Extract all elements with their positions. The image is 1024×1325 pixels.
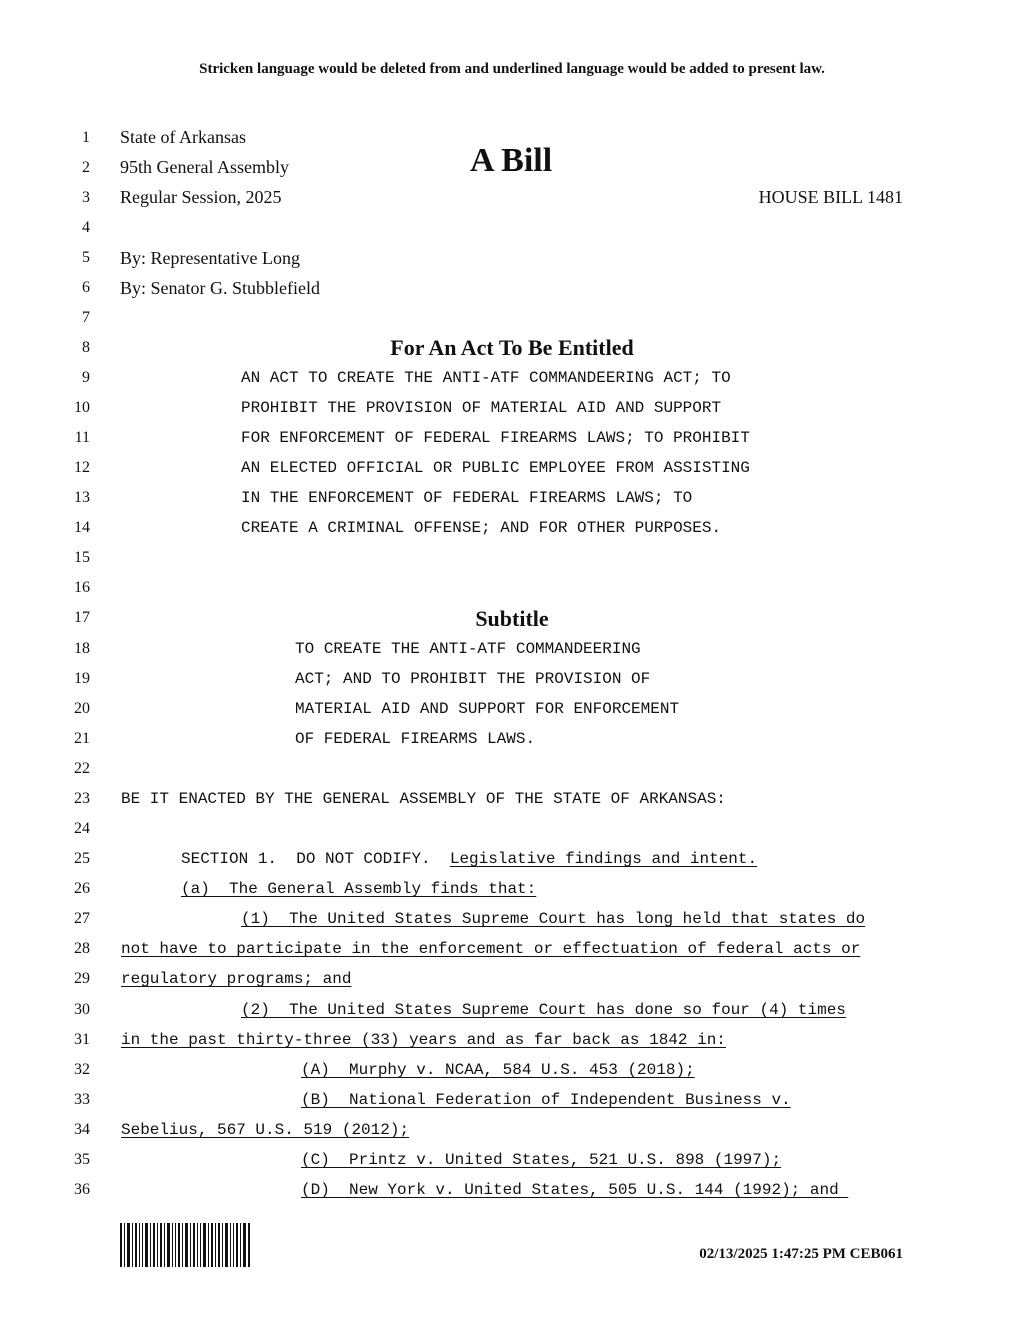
case-a: (A) Murphy v. NCAA, 584 U.S. 453 (2018); [301, 1061, 695, 1079]
line-number: 4 [82, 219, 90, 236]
title-line: PROHIBIT THE PROVISION OF MATERIAL AID AND SUPPORT [241, 399, 722, 417]
section-heading [181, 850, 757, 868]
line-number: 8 [82, 339, 90, 356]
title-line: IN THE ENFORCEMENT OF FEDERAL FIREARMS LAWS; TO [241, 489, 693, 507]
case-d: (D) New York v. United States, 505 U.S. 144 (1992); and [301, 1181, 849, 1199]
general-assembly: 95th General Assembly [120, 157, 289, 177]
line-number: 22 [74, 760, 90, 777]
line-number: 34 [74, 1121, 90, 1138]
line-number: 9 [82, 369, 90, 386]
subtitle-line: MATERIAL AID AND SUPPORT FOR ENFORCEMENT [295, 700, 680, 718]
line-number: 12 [74, 459, 90, 476]
amendment-notice: Stricken language would be deleted from and underlined language would be added to present law. [199, 61, 825, 77]
document-title: A Bill [470, 142, 553, 179]
line-number: 36 [74, 1181, 90, 1198]
paragraph-1-cont: regulatory programs; and [121, 970, 352, 988]
line-number: 20 [74, 700, 90, 717]
line-number: 19 [74, 670, 90, 687]
bill-number: HOUSE BILL 1481 [758, 187, 903, 207]
subtitle-heading: Subtitle [475, 606, 549, 631]
line-number: 24 [74, 820, 90, 837]
subtitle-line: OF FEDERAL FIREARMS LAWS. [295, 730, 536, 748]
print-timestamp: 02/13/2025 1:47:25 PM CEB061 [699, 1246, 903, 1262]
title-line: FOR ENFORCEMENT OF FEDERAL FIREARMS LAWS; TO PROHIBIT [241, 429, 750, 447]
line-number: 23 [74, 790, 90, 807]
barcode [120, 1223, 250, 1267]
line-number: 17 [74, 609, 90, 626]
paragraph-2: (2) The United States Supreme Court has done so four (4) times [241, 1001, 846, 1019]
session: Regular Session, 2025 [120, 187, 282, 207]
line-number: 14 [74, 519, 90, 536]
line-number: 13 [74, 489, 90, 506]
line-number: 16 [74, 579, 90, 596]
paragraph-1-cont: not have to participate in the enforcement or effectuation of federal acts or [121, 940, 861, 958]
case-b: (B) National Federation of Independent Business v. [301, 1091, 791, 1109]
subsection-a: (a) The General Assembly finds that: [181, 880, 537, 898]
title-line: AN ELECTED OFFICIAL OR PUBLIC EMPLOYEE FROM ASSISTING [241, 459, 750, 477]
line-number: 28 [74, 940, 90, 957]
case-b-cont: Sebelius, 567 U.S. 519 (2012); [121, 1121, 410, 1139]
line-number: 30 [74, 1001, 90, 1018]
title-line: CREATE A CRIMINAL OFFENSE; AND FOR OTHER PURPOSES. [241, 519, 722, 537]
line-number: 29 [74, 970, 90, 987]
line-number: 26 [74, 880, 90, 897]
line-number: 15 [74, 549, 90, 566]
enacting-clause: BE IT ENACTED BY THE GENERAL ASSEMBLY OF THE STATE OF ARKANSAS: [121, 790, 726, 808]
line-number: 21 [74, 730, 90, 747]
line-number: 27 [74, 910, 90, 927]
line-number: 6 [82, 279, 90, 296]
line-number: 10 [74, 399, 90, 416]
title-line: AN ACT TO CREATE THE ANTI-ATF COMMANDEERING ACT; TO [241, 369, 731, 387]
paragraph-2-cont: in the past thirty-three (33) years and as far back as 1842 in: [121, 1031, 726, 1049]
line-number: 11 [74, 429, 90, 446]
line-number: 31 [74, 1031, 90, 1048]
line-number: 7 [82, 309, 90, 326]
state-name: State of Arkansas [120, 127, 246, 147]
section-title: Legislative findings and intent. [449, 850, 758, 868]
line-number: 18 [74, 640, 90, 657]
line-number: 32 [74, 1061, 90, 1078]
line-number: 25 [74, 850, 90, 867]
case-c: (C) Printz v. United States, 521 U.S. 898 (1997); [301, 1151, 782, 1169]
line-number: 35 [74, 1151, 90, 1168]
sponsor-senator: By: Senator G. Stubblefield [120, 278, 320, 298]
line-number: 2 [82, 159, 90, 176]
paragraph-1: (1) The United States Supreme Court has long held that states do [241, 910, 866, 928]
line-number: 3 [82, 189, 90, 206]
section-label: SECTION 1. DO NOT CODIFY. [181, 850, 450, 868]
line-number: 5 [82, 249, 90, 266]
line-number: 33 [74, 1091, 90, 1108]
line-number: 1 [82, 129, 90, 146]
sponsor-representative: By: Representative Long [120, 248, 300, 268]
title-heading: For An Act To Be Entitled [390, 335, 634, 360]
subtitle-line: ACT; AND TO PROHIBIT THE PROVISION OF [295, 670, 651, 688]
subtitle-line: TO CREATE THE ANTI-ATF COMMANDEERING [295, 640, 641, 658]
